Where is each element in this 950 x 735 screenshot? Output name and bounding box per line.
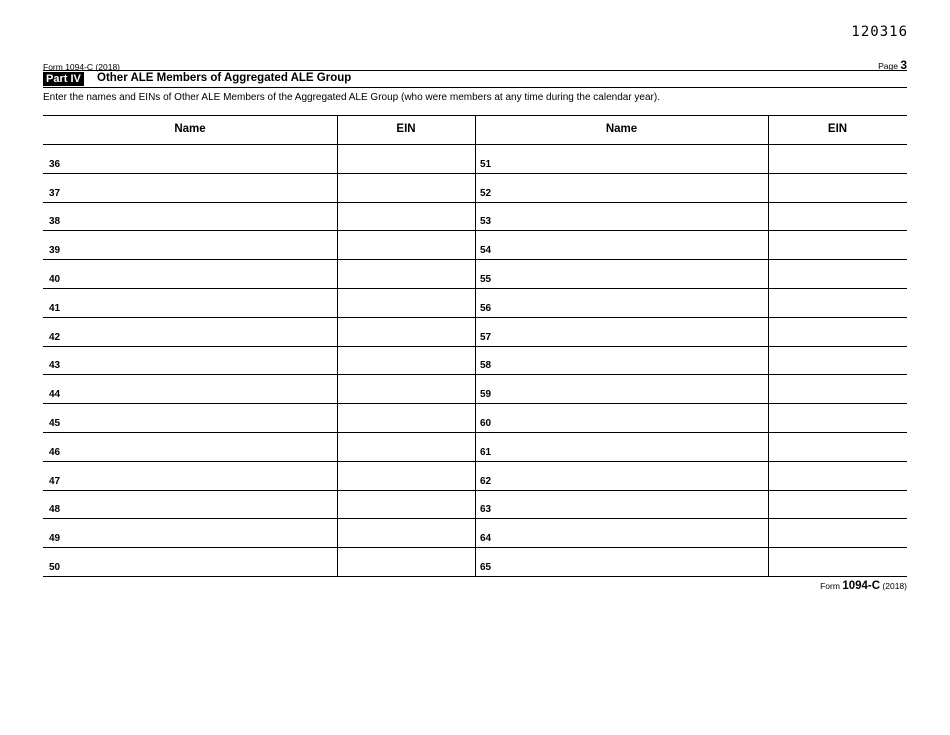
- name-field[interactable]: [43, 174, 337, 202]
- form-label: Form 1094-C (2018): [43, 62, 121, 72]
- ein-field[interactable]: [337, 404, 475, 432]
- name-field[interactable]: [475, 289, 768, 317]
- name-field[interactable]: [43, 548, 337, 576]
- table-row: [43, 375, 907, 404]
- name-field[interactable]: [475, 404, 768, 432]
- name-field[interactable]: [475, 260, 768, 288]
- name-field[interactable]: [43, 375, 337, 403]
- ein-field[interactable]: [337, 433, 475, 461]
- ein-field[interactable]: [768, 260, 907, 288]
- header-name-right: Name: [605, 123, 638, 135]
- ein-field[interactable]: [768, 145, 907, 173]
- ein-field[interactable]: [768, 231, 907, 259]
- line-number: 56: [480, 302, 492, 314]
- ein-field[interactable]: [337, 462, 475, 490]
- members-table: [43, 115, 907, 577]
- name-field[interactable]: [43, 462, 337, 490]
- table-row: [43, 203, 907, 232]
- name-field[interactable]: [475, 433, 768, 461]
- header-ein-right: EIN: [827, 123, 848, 135]
- ein-field[interactable]: [768, 491, 907, 519]
- ein-field[interactable]: [337, 491, 475, 519]
- ein-field[interactable]: [768, 462, 907, 490]
- line-number: 65: [480, 561, 492, 573]
- part-title: Other ALE Members of Aggregated ALE Group: [97, 72, 352, 84]
- name-field[interactable]: [43, 203, 337, 231]
- table-row: [43, 519, 907, 548]
- ein-field[interactable]: [337, 519, 475, 547]
- ein-field[interactable]: [768, 347, 907, 375]
- name-field[interactable]: [475, 174, 768, 202]
- name-field[interactable]: [475, 462, 768, 490]
- ein-field[interactable]: [337, 375, 475, 403]
- line-number: 59: [480, 389, 492, 401]
- line-number: 63: [480, 504, 492, 516]
- name-field[interactable]: [43, 491, 337, 519]
- ein-field[interactable]: [768, 548, 907, 576]
- ein-field[interactable]: [768, 404, 907, 432]
- table-body: [43, 145, 907, 577]
- name-field[interactable]: [475, 491, 768, 519]
- line-number: 61: [480, 446, 492, 458]
- ein-field[interactable]: [337, 260, 475, 288]
- ein-field[interactable]: [337, 318, 475, 346]
- table-row: [43, 548, 907, 577]
- ein-field[interactable]: [768, 433, 907, 461]
- line-number: 39: [49, 245, 61, 257]
- line-number: 54: [480, 245, 492, 257]
- name-field[interactable]: [475, 519, 768, 547]
- table-row: [43, 404, 907, 433]
- name-field[interactable]: [43, 260, 337, 288]
- ein-field[interactable]: [768, 174, 907, 202]
- line-number: 64: [480, 533, 492, 545]
- name-field[interactable]: [43, 404, 337, 432]
- header-ein-left: EIN: [396, 123, 416, 135]
- line-number: 47: [49, 475, 61, 487]
- line-number: 43: [49, 360, 61, 372]
- ein-field[interactable]: [768, 289, 907, 317]
- line-number: 48: [49, 504, 61, 516]
- name-field[interactable]: [475, 375, 768, 403]
- line-number: 37: [49, 187, 61, 199]
- line-number: 57: [480, 331, 492, 343]
- ein-field[interactable]: [768, 318, 907, 346]
- name-field[interactable]: [43, 519, 337, 547]
- name-field[interactable]: [475, 548, 768, 576]
- line-number: 41: [49, 302, 61, 314]
- line-number: 40: [49, 273, 61, 285]
- name-field[interactable]: [43, 231, 337, 259]
- name-field[interactable]: [43, 145, 337, 173]
- footer-form-prefix: Form: [820, 581, 840, 591]
- line-number: 62: [480, 475, 492, 487]
- line-number: 53: [480, 216, 492, 228]
- name-field[interactable]: [475, 231, 768, 259]
- line-number: 49: [49, 533, 61, 545]
- table-header-row: [43, 115, 907, 145]
- part-tag: Part IV: [43, 72, 84, 86]
- ein-field[interactable]: [337, 174, 475, 202]
- table-row: [43, 318, 907, 347]
- ein-field[interactable]: [337, 145, 475, 173]
- line-number: 55: [480, 273, 492, 285]
- line-number: 45: [49, 417, 61, 429]
- ein-field[interactable]: [768, 519, 907, 547]
- table-row: [43, 145, 907, 174]
- line-number: 60: [480, 417, 492, 429]
- footer-form-number: 1094-C: [842, 580, 881, 592]
- table-row: [43, 491, 907, 520]
- line-number: 46: [49, 446, 61, 458]
- name-field[interactable]: [475, 318, 768, 346]
- ein-field[interactable]: [768, 203, 907, 231]
- table-row: [43, 174, 907, 203]
- instructions-text: Enter the names and EINs of Other ALE Members of the Aggregated ALE Group (who were members at any time during the calendar year).: [43, 92, 660, 103]
- name-field[interactable]: [43, 289, 337, 317]
- line-number: 38: [49, 216, 61, 228]
- name-field[interactable]: [475, 203, 768, 231]
- ein-field[interactable]: [337, 548, 475, 576]
- ein-field[interactable]: [337, 231, 475, 259]
- line-number: 52: [480, 187, 492, 199]
- page-number: 3: [900, 58, 907, 72]
- name-field[interactable]: [475, 347, 768, 375]
- line-number: 50: [49, 561, 61, 573]
- table-row: [43, 260, 907, 289]
- form-footer: [820, 580, 907, 592]
- name-field[interactable]: [43, 433, 337, 461]
- table-row: [43, 289, 907, 318]
- table-row: [43, 433, 907, 462]
- footer-year: (2018): [882, 581, 907, 591]
- page-label: Page: [878, 61, 898, 71]
- table-row: [43, 462, 907, 491]
- ein-field[interactable]: [337, 289, 475, 317]
- barcode-number: 120316: [851, 24, 908, 40]
- line-number: 36: [49, 158, 61, 170]
- name-field[interactable]: [43, 347, 337, 375]
- ein-field[interactable]: [337, 347, 475, 375]
- line-number: 51: [480, 158, 492, 170]
- line-number: 44: [49, 389, 61, 401]
- line-number: 58: [480, 360, 492, 372]
- table-row: [43, 347, 907, 376]
- ein-field[interactable]: [337, 203, 475, 231]
- name-field[interactable]: [43, 318, 337, 346]
- header-name-left: Name: [174, 123, 206, 135]
- name-field[interactable]: [475, 145, 768, 173]
- table-row: [43, 231, 907, 260]
- line-number: 42: [49, 331, 61, 343]
- ein-field[interactable]: [768, 375, 907, 403]
- part-header: [43, 70, 907, 88]
